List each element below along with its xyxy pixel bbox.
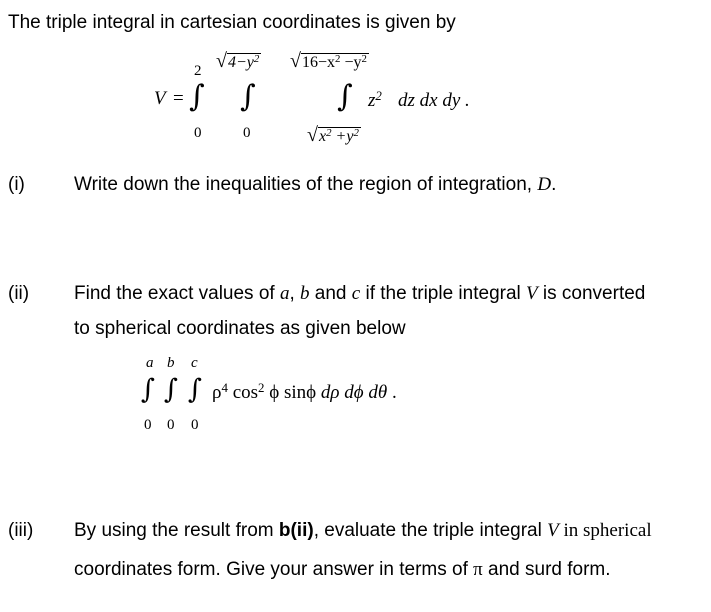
inner-integral-sign: ∫ xyxy=(337,79,353,114)
part-i-label: (i) xyxy=(8,174,25,195)
spherical-integral-sign-3: ∫ xyxy=(188,374,203,405)
limit-lower-3: 0 xyxy=(191,417,199,433)
part-iii-label: (iii) xyxy=(8,520,34,541)
spherical-integrand: $\rho^4$ $\cos^2 \phi$ sinϕ dρ dϕ dθ . xyxy=(212,379,397,403)
integrand: $z^2$ xyxy=(368,87,382,111)
part-ii-text-line1: Find the exact values of a, b and c if the triple integral V is converted xyxy=(74,283,646,304)
outer-upper-limit: 2 xyxy=(194,63,202,79)
limit-upper-a: a xyxy=(146,355,154,371)
part-iii-text-line2: coordinates form. Give your answer in terms of π and surd form. xyxy=(74,559,611,580)
spherical-integral-sign-2: ∫ xyxy=(164,374,179,405)
part-ii-text-line2: to spherical coordinates as given below xyxy=(74,318,406,339)
limit-lower-2: 0 xyxy=(167,417,175,433)
limit-upper-c: c xyxy=(191,355,198,371)
outer-integral-sign: ∫ xyxy=(189,79,205,114)
middle-integral-sign: ∫ xyxy=(240,79,256,114)
limit-lower-1: 0 xyxy=(144,417,152,433)
cartesian-differentials: dz dx dy . xyxy=(398,90,470,111)
middle-lower-limit: 0 xyxy=(243,125,251,141)
middle-upper-limit: $√4-y^2$ xyxy=(216,50,260,72)
outer-lower-limit: 0 xyxy=(194,125,202,141)
intro-text: The triple integral in cartesian coordinates is given by xyxy=(8,12,456,33)
part-iii-text-line1: By using the result from b(ii), evaluate the triple integral V in spherical xyxy=(74,520,652,541)
lhs-V: V xyxy=(154,88,166,109)
part-ii-label: (ii) xyxy=(8,283,30,304)
part-i-text: Write down the inequalities of the region of integration, D. xyxy=(74,174,557,195)
inner-upper-limit: $√16-x^2 -y^2$ xyxy=(290,50,367,72)
equals-sign: = xyxy=(173,88,184,109)
limit-upper-b: b xyxy=(167,355,175,371)
spherical-integral-sign-1: ∫ xyxy=(141,374,156,405)
inner-lower-limit: $√x^2 +y^2$ xyxy=(307,124,359,146)
